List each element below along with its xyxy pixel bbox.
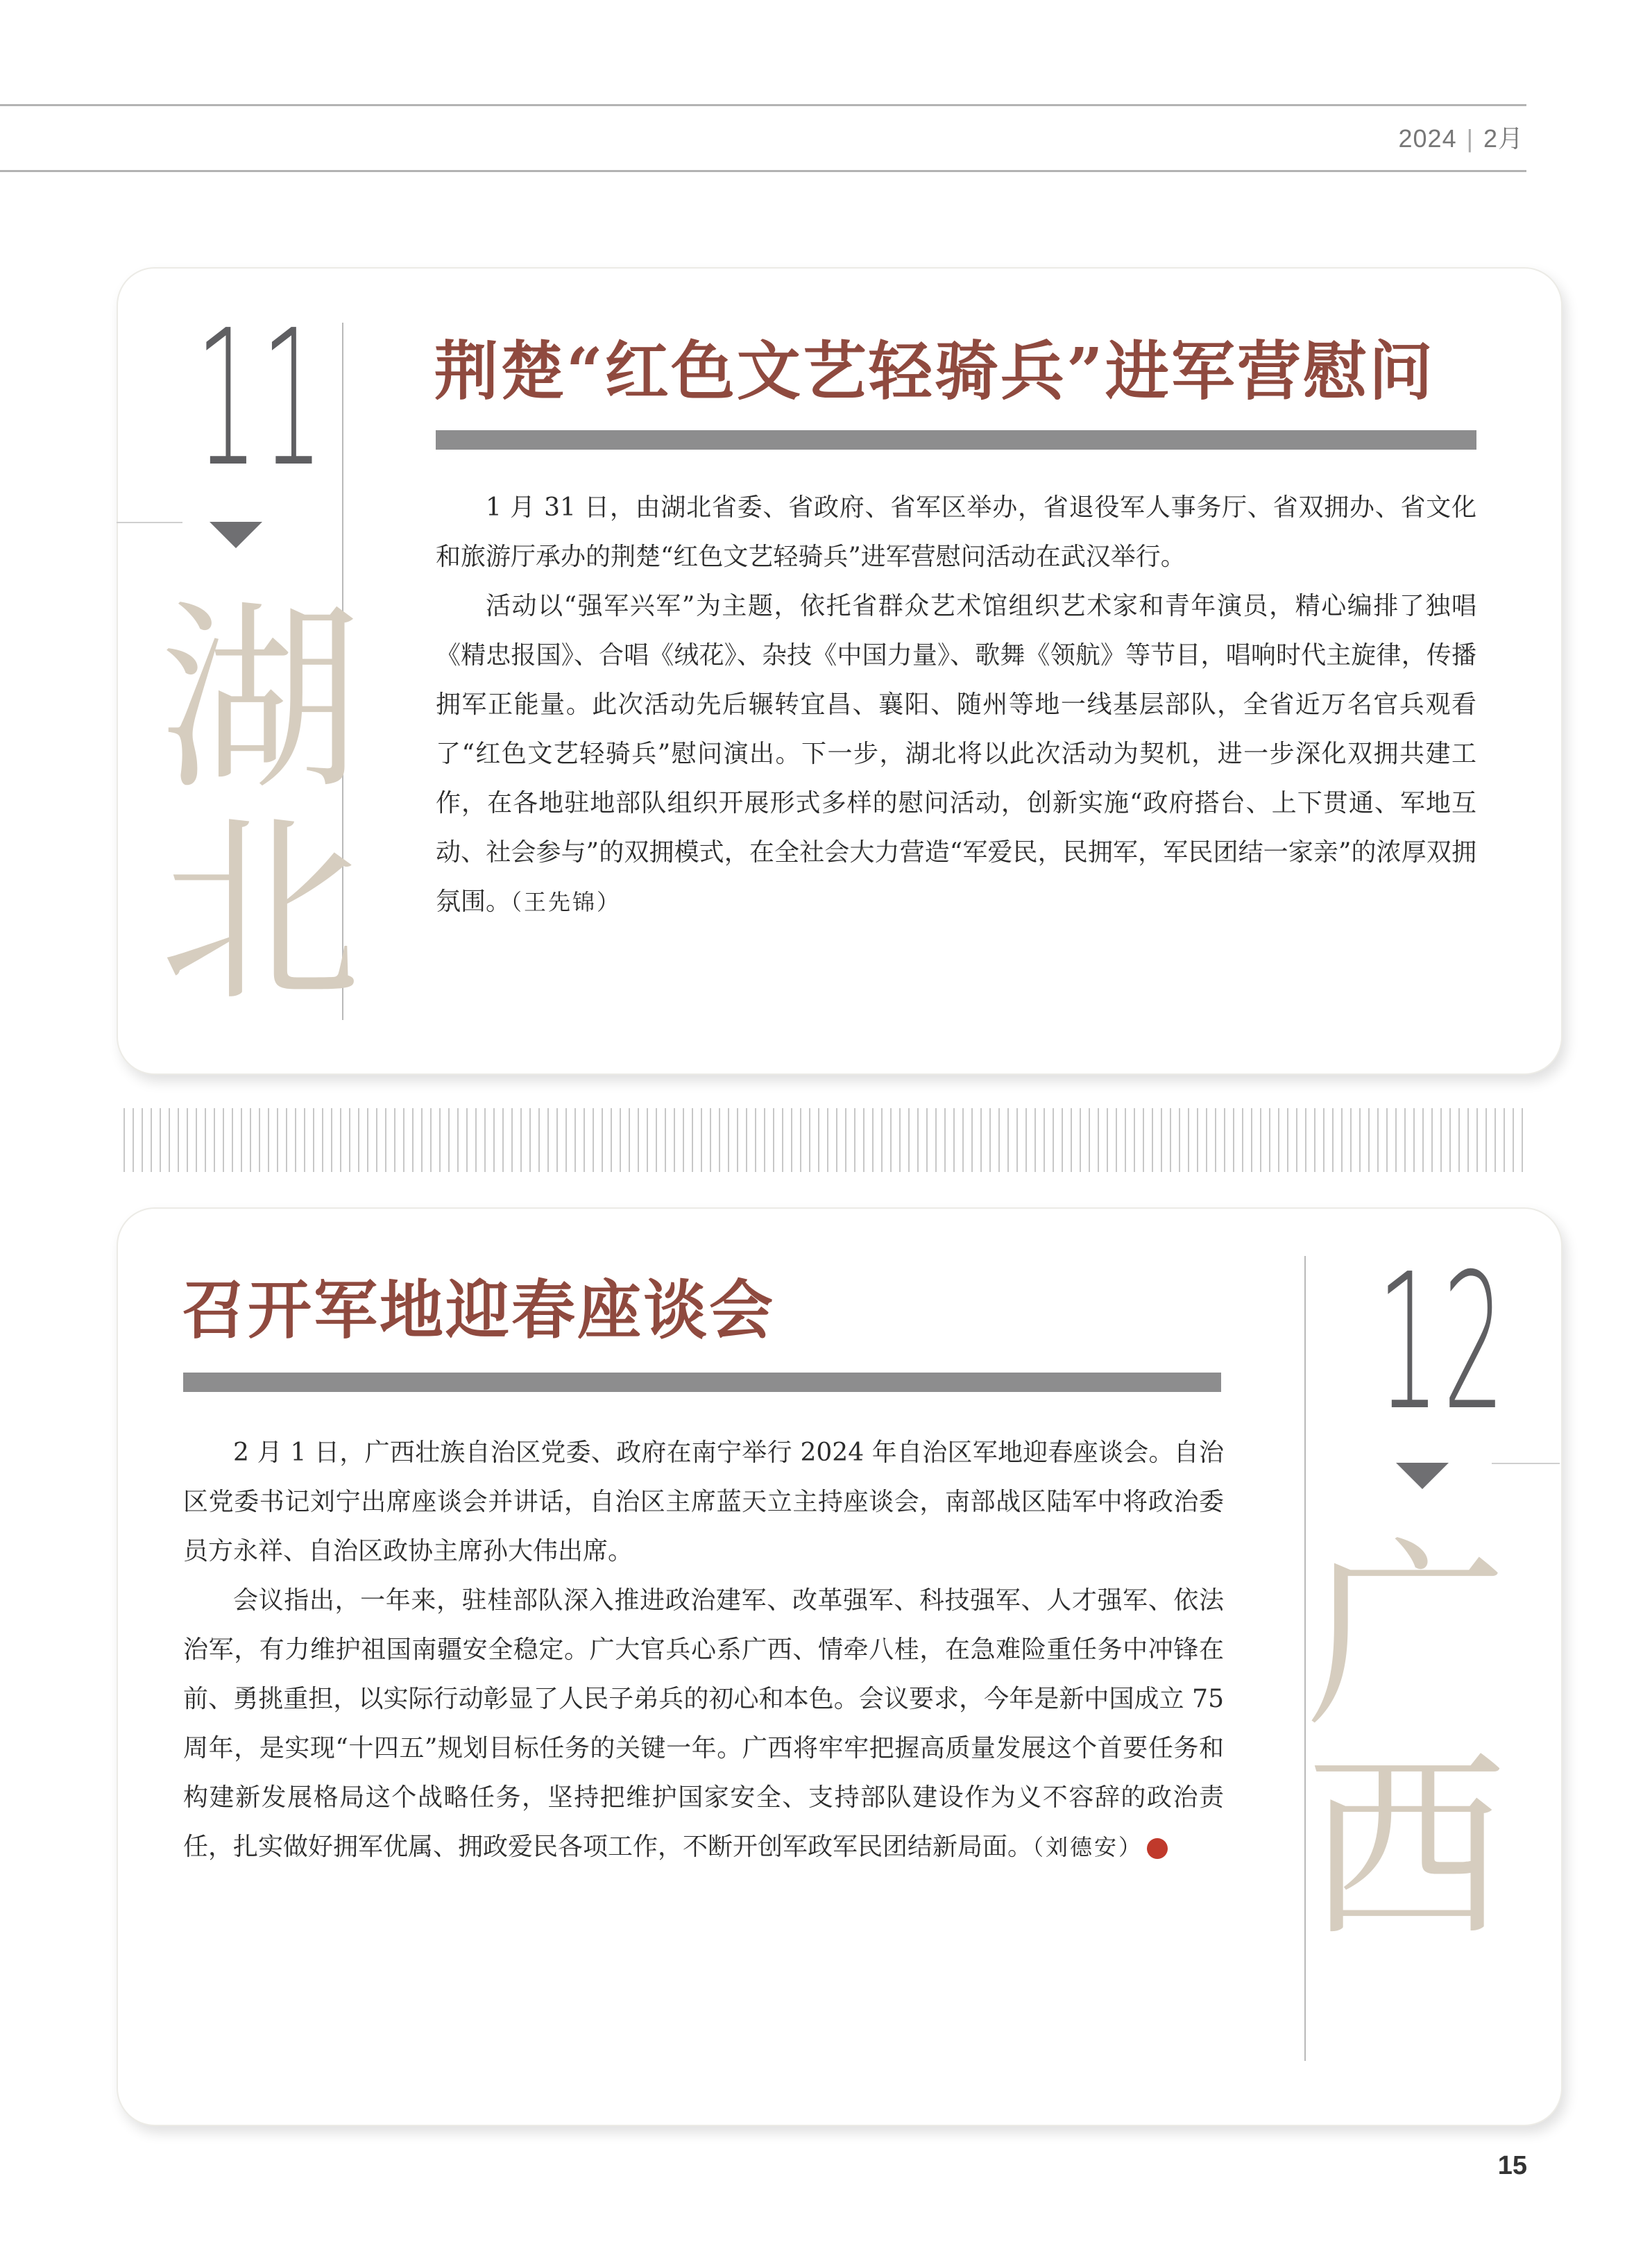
issue-year: 2024: [1398, 124, 1457, 153]
header-top-rule: [0, 104, 1526, 106]
page-number: 15: [1497, 2151, 1527, 2180]
section-divider-stripes: [124, 1108, 1526, 1172]
article-body: [436, 483, 1476, 927]
region-char-hu: 湖: [160, 584, 361, 817]
article-paragraph: [183, 1576, 1224, 1872]
date-separator: |: [1466, 124, 1474, 153]
issue-date: [1399, 119, 1524, 155]
region-char-guang: 广: [1306, 1520, 1507, 1754]
article-number-12: 12: [1377, 1233, 1509, 1452]
article-paragraph: 2 月 1 日，广西壮族自治区党委、政府在南宁举行 2024 年自治区军地迎春座谈会。自治区党委书记刘宁出席座谈会并讲话，自治区主席蓝天立主持座谈会，南部战区陆军中将政治委员方永祥、自治区政协主席孙大伟出席。: [183, 1438, 1224, 1565]
article-title: 召开军地迎春座谈会: [182, 1273, 776, 1348]
title-underline-bar: [436, 430, 1476, 450]
article-author: （王先锦）: [511, 889, 622, 915]
article-number-11: 11: [196, 289, 327, 508]
article-body: [183, 1428, 1224, 1872]
region-char-xi: 西: [1306, 1732, 1507, 1966]
number-marker-line: [117, 522, 182, 523]
issue-month: 2月: [1483, 124, 1524, 153]
article-paragraph-text: 会议指出，一年来，驻桂部队深入推进政治建军、改革强军、科技强军、人才强军、依法治军，有力维护祖国南疆安全稳定。广大官兵心系广西、情牵八桂，在急难险重任务中冲锋在前、勇挑重担，以实际行动彰显了人民子弟兵的初心和本色。会议要求，今年是新中国成立 75 周年，是实现“十四五”规划目标任务的关键一年。广西将牢牢把握高质量发展这个首要任务和构建新发展格局这个战略任务，坚持把维护国家安全、支持部队建设作为义不容辞的政治责任，扎实做好拥军优属、拥政爱民各项工作，不断开创军政军民团结新局面。: [183, 1586, 1224, 1861]
number-marker-line: [1492, 1463, 1560, 1464]
article-paragraph: 1 月 31 日，由湖北省委、省政府、省军区举办，省退役军人事务厅、省双拥办、省文化和旅游厅承办的荆楚“红色文艺轻骑兵”进军营慰问活动在武汉举行。: [436, 493, 1476, 571]
article-title: 荆楚“红色文艺轻骑兵”进军营慰问: [434, 334, 1435, 409]
down-triangle-icon: [1396, 1463, 1449, 1489]
header-bottom-rule: [0, 170, 1526, 172]
region-char-bei: 北: [160, 795, 361, 1029]
down-triangle-icon: [210, 522, 262, 548]
article-author: （刘德安）: [1032, 1834, 1143, 1860]
article-paragraph: [436, 581, 1476, 927]
magazine-end-mark-icon: N: [1147, 1838, 1168, 1859]
article-paragraph-text: 活动以“强军兴军”为主题，依托省群众艺术馆组织艺术家和青年演员，精心编排了独唱《精忠报国》、合唱《绒花》、杂技《中国力量》、歌舞《领航》等节目，唱响时代主旋律，传播拥军正能量。此次活动先后辗转宜昌、襄阳、随州等地一线基层部队，全省近万名官兵观看了“红色文艺轻骑兵”慰问演出。下一步，湖北将以此次活动为契机，进一步深化双拥共建工作，在各地驻地部队组织开展形式多样的慰问活动，创新实施“政府搭台、上下贯通、军地互动、社会参与”的双拥模式，在全社会大力营造“军爱民，民拥军，军民团结一家亲”的浓厚双拥氛围。: [436, 592, 1476, 916]
title-underline-bar: [183, 1373, 1221, 1392]
